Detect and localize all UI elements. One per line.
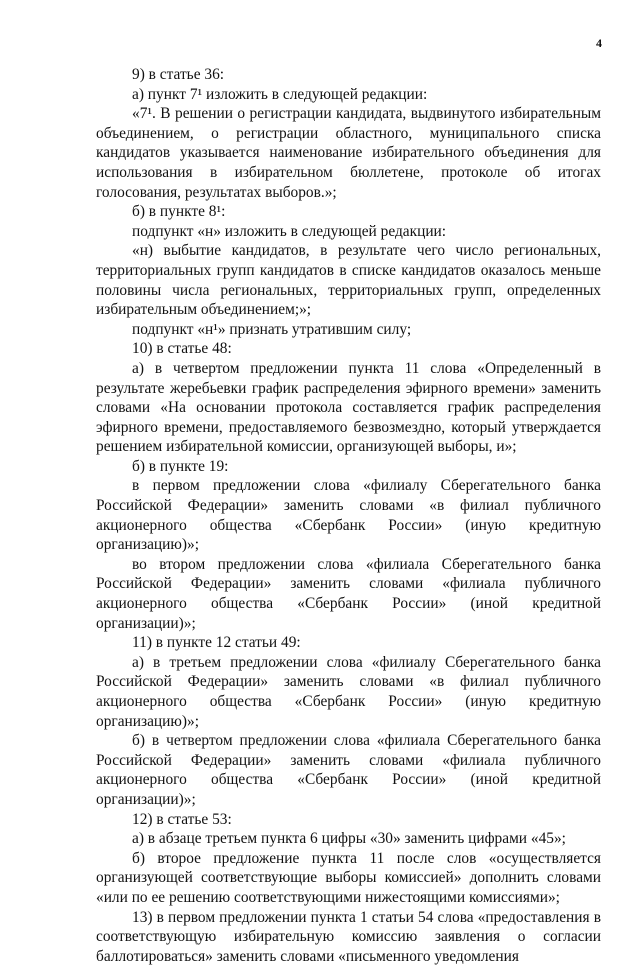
- paragraph: б) в четвертом предложении слова «филиала Сберегательного банка Российской Федерации» заменить словами «филиала публичного акционерного общества «Сбербанк России» (иной кредитной организации)»;: [96, 732, 601, 808]
- paragraph: подпункт «н¹» признать утратившим силу;: [132, 320, 412, 338]
- document-body: [96, 65, 601, 966]
- paragraph: 9) в статье 36:: [132, 66, 225, 83]
- paragraph: а) в абзаце третьем пункта 6 цифры «30» заменить цифрами «45»;: [132, 830, 566, 848]
- paragraph: б) в пункте 8¹:: [132, 203, 226, 221]
- paragraph: 12) в статье 53:: [132, 810, 232, 828]
- paragraph: б) в пункте 19:: [132, 457, 229, 475]
- paragraph: подпункт «н» изложить в следующей редакции:: [132, 222, 447, 240]
- page-number: 4: [596, 36, 602, 50]
- paragraph: «н) выбытие кандидатов, в результате чего число региональных, территориальных групп кандидатов в списке кандидатов оказалось меньше половины числа региональных, территориальных групп, определенных избирательным объединением;»;: [96, 242, 601, 319]
- paragraph: во втором предложении слова «филиала Сберегательного банка Российской Федерации» заменить словами «филиала публичного акционерного общества «Сбербанк России» (иной кредитной организации)»;: [96, 555, 601, 632]
- paragraph: б) второе предложение пункта 11 после слов «осуществляется организующей соответствующие выборы комиссией» дополнить словами «или по ее решению соответствующими нижестоящими комиссиями»;: [96, 849, 601, 906]
- paragraph: 11) в пункте 12 статьи 49:: [132, 634, 301, 652]
- paragraph: 13) в первом предложении пункта 1 статьи 54 слова «предоставления в соответствующую избирательную комиссию заявления о согласии баллотироваться» заменить словами «письменного уведомления: [96, 908, 601, 965]
- paragraph: а) в четвертом предложении пункта 11 слова «Определенный в результате жеребьевки график распределения эфирного времени» заменить словами «На основании протокола составляется график распределения эфирного времени, предоставляемого безвозмездно, который утверждается решением избирательной комиссии, организующей выборы, и»;: [96, 359, 601, 456]
- paragraph: 10) в статье 48:: [132, 340, 232, 358]
- paragraph: а) в третьем предложении слова «филиалу Сберегательного банка Российской Федерации» заменить словами «в филиал публичного акционерного общества «Сбербанк России» (иную кредитную организацию)»;: [96, 653, 601, 730]
- paragraph: а) пункт 7¹ изложить в следующей редакции:: [132, 85, 428, 103]
- paragraph: «7¹. В решении о регистрации кандидата, выдвинутого избирательным объединением, о регистрации областного, муниципального списка кандидатов указывается наименование избирательного объединения для использования в избирательном бюллетене, протоколе об итогах голосования, результатах выборов.»;: [96, 105, 601, 201]
- paragraph: в первом предложении слова «филиалу Сберегательного банка Российской Федерации» заменить словами «в филиал публичного акционерного общества «Сбербанк России» (иную кредитную организацию)»;: [96, 477, 601, 554]
